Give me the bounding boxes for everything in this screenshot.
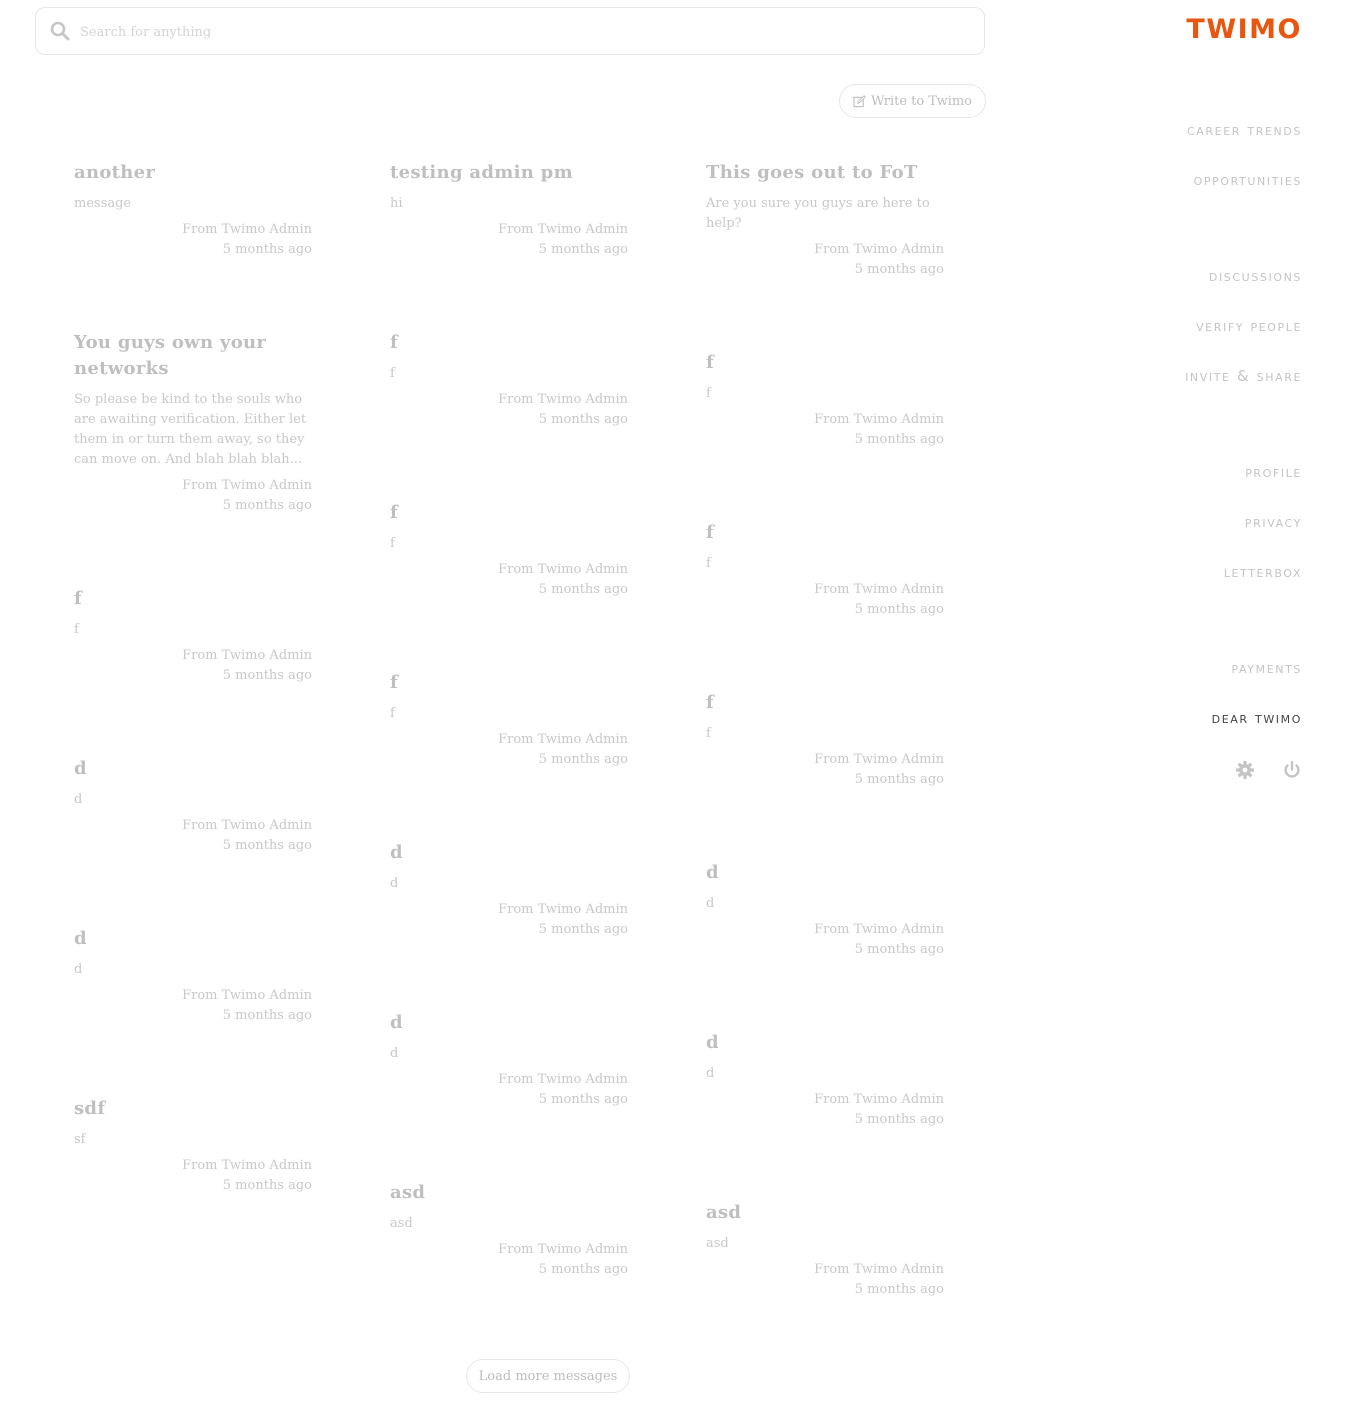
nav-career-trends[interactable]: career trends	[1187, 121, 1302, 139]
message-title: asd	[706, 1202, 742, 1223]
message-card[interactable]	[706, 350, 944, 450]
message-sender: From Twimo Admin	[814, 752, 944, 767]
twimo-logo[interactable]: TWIMO	[1186, 14, 1302, 45]
message-body: d	[706, 1066, 715, 1081]
message-time: 5 months ago	[538, 752, 628, 767]
message-title: You guys own your networks	[74, 332, 267, 379]
message-time: 5 months ago	[854, 772, 944, 787]
message-card[interactable]	[74, 330, 312, 516]
message-card[interactable]	[390, 1010, 628, 1110]
message-body: d	[706, 896, 715, 911]
message-time: 5 months ago	[854, 432, 944, 447]
message-time: 5 months ago	[222, 668, 312, 683]
message-body: d	[74, 792, 83, 807]
message-time: 5 months ago	[854, 942, 944, 957]
message-sender: From Twimo Admin	[814, 1262, 944, 1277]
message-title: f	[74, 588, 83, 609]
message-time: 5 months ago	[222, 498, 312, 513]
search-input[interactable]	[78, 18, 962, 46]
message-title: another	[74, 162, 156, 183]
message-title: d	[74, 928, 87, 949]
message-time: 5 months ago	[538, 582, 628, 597]
message-time: 5 months ago	[538, 1262, 628, 1277]
message-sender: From Twimo Admin	[498, 902, 628, 917]
message-body: d	[390, 876, 399, 891]
message-title: d	[74, 758, 87, 779]
message-time: 5 months ago	[538, 412, 628, 427]
message-card[interactable]	[706, 860, 944, 960]
message-title: This goes out to FoT	[706, 162, 918, 183]
message-title: f	[390, 672, 399, 693]
nav-invite-share[interactable]: invite & share	[1185, 367, 1302, 385]
message-title: testing admin pm	[390, 162, 573, 183]
search-icon	[50, 21, 70, 41]
message-sender: From Twimo Admin	[498, 1072, 628, 1087]
message-sender: From Twimo Admin	[814, 582, 944, 597]
message-sender: From Twimo Admin	[498, 732, 628, 747]
message-time: 5 months ago	[854, 602, 944, 617]
message-body: hi	[390, 196, 403, 211]
message-sender: From Twimo Admin	[182, 478, 312, 493]
nav-letterbox[interactable]: letterbox	[1223, 563, 1302, 581]
message-sender: From Twimo Admin	[498, 562, 628, 577]
message-sender: From Twimo Admin	[498, 222, 628, 237]
message-card[interactable]	[390, 160, 628, 260]
nav-profile[interactable]: profile	[1245, 463, 1302, 481]
message-sender: From Twimo Admin	[182, 648, 312, 663]
message-time: 5 months ago	[222, 838, 312, 853]
load-more-label: Load more messages	[478, 1368, 618, 1384]
messages-column-2	[390, 160, 628, 1280]
message-title: d	[706, 862, 719, 883]
message-card[interactable]	[390, 330, 628, 430]
message-time: 5 months ago	[538, 922, 628, 937]
message-body: asd	[390, 1216, 413, 1231]
nav-discussions[interactable]: discussions	[1208, 267, 1302, 285]
message-title: f	[706, 352, 715, 373]
message-body: f	[74, 622, 79, 637]
edit-icon	[853, 95, 866, 108]
message-card[interactable]	[706, 160, 944, 280]
message-card[interactable]	[74, 756, 312, 856]
message-body: d	[390, 1046, 399, 1061]
message-title: sdf	[74, 1098, 106, 1119]
write-to-twimo-button[interactable]	[839, 84, 986, 118]
message-card[interactable]	[706, 690, 944, 790]
messages-column-1	[74, 160, 312, 1196]
nav-dear-twimo[interactable]: dear twimo	[1211, 709, 1302, 727]
message-time: 5 months ago	[222, 242, 312, 257]
message-card[interactable]	[390, 840, 628, 940]
message-title: f	[390, 332, 399, 353]
nav-opportunities[interactable]: opportunities	[1193, 171, 1302, 189]
message-body: d	[74, 962, 83, 977]
write-to-twimo-label: Write to Twimo	[870, 93, 973, 109]
message-time: 5 months ago	[854, 1112, 944, 1127]
message-sender: From Twimo Admin	[814, 922, 944, 937]
message-time: 5 months ago	[538, 1092, 628, 1107]
message-sender: From Twimo Admin	[814, 242, 944, 257]
message-sender: From Twimo Admin	[498, 392, 628, 407]
message-body: f	[706, 726, 711, 741]
message-time: 5 months ago	[222, 1008, 312, 1023]
nav-payments[interactable]: payments	[1231, 659, 1302, 677]
message-time: 5 months ago	[854, 262, 944, 277]
message-title: f	[390, 502, 399, 523]
message-title: f	[706, 692, 715, 713]
message-body: sf	[74, 1132, 86, 1147]
nav-privacy[interactable]: privacy	[1244, 513, 1302, 531]
message-title: asd	[390, 1182, 426, 1203]
message-body: asd	[706, 1236, 729, 1251]
message-time: 5 months ago	[538, 242, 628, 257]
search-bar	[35, 7, 985, 55]
message-card[interactable]	[706, 1030, 944, 1130]
message-card[interactable]	[390, 500, 628, 600]
messages-column-3	[706, 160, 944, 1300]
message-body: f	[390, 536, 395, 551]
message-title: f	[706, 522, 715, 543]
message-body: f	[706, 556, 711, 571]
message-sender: From Twimo Admin	[498, 1242, 628, 1257]
message-body: f	[706, 386, 711, 401]
message-title: d	[706, 1032, 719, 1053]
message-card[interactable]	[74, 160, 312, 260]
nav-verify-people[interactable]: verify people	[1196, 317, 1302, 335]
message-card[interactable]	[706, 520, 944, 620]
message-title: d	[390, 842, 403, 863]
message-body: message	[74, 196, 132, 211]
message-sender: From Twimo Admin	[814, 1092, 944, 1107]
message-body: f	[390, 706, 395, 721]
message-card[interactable]	[74, 586, 312, 686]
message-time: 5 months ago	[222, 1178, 312, 1193]
message-card[interactable]	[74, 1096, 312, 1196]
message-sender: From Twimo Admin	[182, 818, 312, 833]
message-sender: From Twimo Admin	[182, 1158, 312, 1173]
message-card[interactable]	[706, 1200, 944, 1300]
message-card[interactable]	[390, 1180, 628, 1280]
message-card[interactable]	[390, 670, 628, 770]
message-body: Are you sure you guys are here to help?	[706, 196, 930, 231]
power-icon[interactable]	[1282, 760, 1302, 780]
message-sender: From Twimo Admin	[182, 222, 312, 237]
message-body: So please be kind to the souls who are awaiting verification. Either let them in or turn them away, so they can move on. And blah blah blah...	[74, 392, 307, 467]
message-sender: From Twimo Admin	[182, 988, 312, 1003]
message-card[interactable]	[74, 926, 312, 1026]
message-title: d	[390, 1012, 403, 1033]
message-sender: From Twimo Admin	[814, 412, 944, 427]
load-more-button[interactable]	[466, 1359, 630, 1393]
message-time: 5 months ago	[854, 1282, 944, 1297]
message-body: f	[390, 366, 395, 381]
gear-icon[interactable]	[1235, 760, 1255, 780]
